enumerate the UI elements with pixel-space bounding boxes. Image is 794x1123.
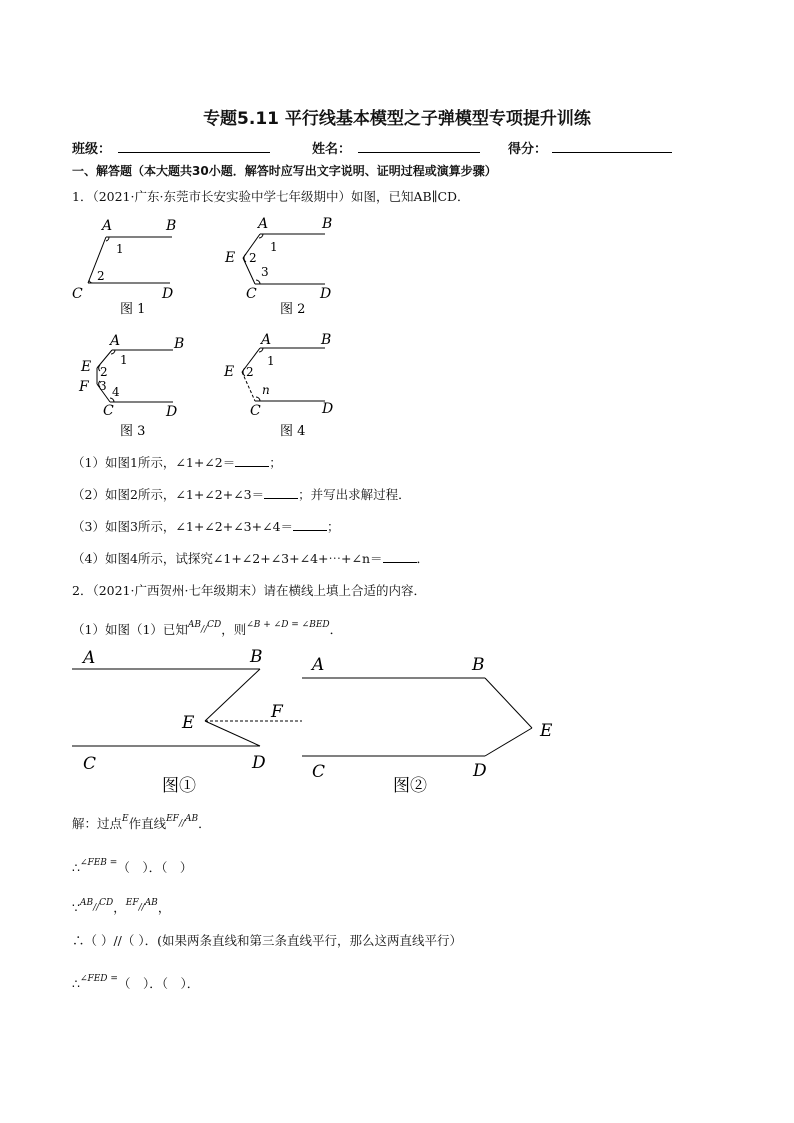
fig3-label-f: F bbox=[79, 379, 89, 395]
fig1-angle-1: 1 bbox=[116, 242, 124, 256]
q2-figures bbox=[60, 640, 580, 800]
fig2-angle-2: 2 bbox=[249, 251, 257, 265]
fig4-label-a: A bbox=[261, 332, 272, 348]
q2-line1: ∴$^{\angle FEB =}$（ ）．（ ） bbox=[72, 858, 193, 875]
fig1-label-b: B bbox=[166, 218, 177, 234]
figA-label-a: A bbox=[83, 648, 96, 668]
figA-label-b: B bbox=[250, 647, 263, 667]
fig2-label-b: B bbox=[322, 216, 333, 232]
fig1-label-a: A bbox=[102, 218, 113, 234]
answer-blank[interactable] bbox=[235, 454, 269, 467]
figA-label-d: D bbox=[252, 753, 266, 773]
name-label: 姓名： bbox=[312, 142, 352, 157]
fig2-angle-1: 1 bbox=[270, 240, 278, 254]
name-blank bbox=[358, 152, 480, 153]
fig1-angle-2: 2 bbox=[97, 269, 105, 283]
fig3-label-e: E bbox=[81, 359, 92, 375]
figB-label-e: E bbox=[540, 721, 553, 741]
fig2-label-e: E bbox=[225, 250, 236, 266]
q1-stem: 1．（2021·广东·东莞市长安实验中学七年级期中）如图，已知AB∥CD． bbox=[72, 189, 470, 204]
fig4-angle-2: 2 bbox=[246, 365, 254, 379]
score-label: 得分： bbox=[508, 142, 548, 157]
fig3-caption: 图 3 bbox=[120, 424, 146, 439]
q2-solution-intro: 解：过点$^E$作直线$^{EF}$//$^{AB}$． bbox=[72, 814, 211, 831]
fig2-label-a: A bbox=[258, 216, 269, 232]
fig4-angle-1: 1 bbox=[267, 354, 275, 368]
fig1-label-c: C bbox=[72, 286, 83, 302]
fig1-label-d: D bbox=[162, 286, 174, 302]
fig1-caption: 图 1 bbox=[120, 302, 146, 317]
figB-label-d: D bbox=[473, 761, 487, 781]
figA-label-e: E bbox=[182, 713, 195, 733]
figA-label-c: C bbox=[83, 754, 97, 774]
class-label: 班级： bbox=[72, 142, 112, 157]
figB-label-a: A bbox=[312, 655, 325, 675]
fig2-caption: 图 2 bbox=[280, 302, 306, 317]
section-heading: 一、解答题（本大题共30小题．解答时应写出文字说明、证明过程或演算步骤） bbox=[72, 164, 497, 178]
fig3-label-c: C bbox=[103, 403, 114, 419]
figB-label-b: B bbox=[472, 655, 485, 675]
q1-part4: （4）如图4所示，试探究∠1+∠2+∠3+∠4+⋯+∠n＝ ． bbox=[72, 551, 430, 566]
fig3-angle-3: 3 bbox=[99, 379, 107, 393]
q2-line4: ∴$^{\angle FED =}$（ ）．（ ）． bbox=[72, 974, 200, 991]
fig2-label-d: D bbox=[320, 286, 332, 302]
q1-part1: （1）如图1所示，∠1+∠2＝ ； bbox=[72, 455, 282, 470]
fig3-label-a: A bbox=[110, 333, 121, 349]
figA-caption: 图① bbox=[162, 776, 196, 796]
figB-caption: 图② bbox=[393, 776, 427, 796]
q2-line2: ∵$^{AB}$//$^{CD}$，$^{EF}$//$^{AB}$， bbox=[72, 898, 171, 915]
fig4-angle-n: n bbox=[262, 383, 270, 397]
fig3-angle-1: 1 bbox=[120, 353, 128, 367]
fig3-label-b: B bbox=[174, 336, 185, 352]
fig3-angle-2: 2 bbox=[100, 365, 108, 379]
fig2-label-c: C bbox=[246, 286, 257, 302]
fig2-angle-3: 3 bbox=[261, 265, 269, 279]
figB-label-c: C bbox=[312, 762, 326, 782]
q2-stem: 2．（2021·广西贺州·七年级期末）请在横线上填上合适的内容． bbox=[72, 583, 426, 598]
answer-blank[interactable] bbox=[293, 518, 327, 531]
fig4-label-b: B bbox=[321, 332, 332, 348]
q1-part2: （2）如图2所示，∠1+∠2+∠3＝ ；并写出求解过程． bbox=[72, 487, 411, 502]
fig4-label-e: E bbox=[224, 364, 235, 380]
score-blank bbox=[552, 152, 672, 153]
figA-label-f: F bbox=[271, 702, 283, 722]
fig3-label-d: D bbox=[166, 404, 178, 420]
fig4-label-c: C bbox=[250, 403, 261, 419]
q2-part1: （1）如图（1）已知$^{AB}$//$^{CD}$，则$^{\angle B + \angle D = \angle BED}$． bbox=[72, 620, 343, 637]
fig3-angle-4: 4 bbox=[112, 385, 120, 399]
q1-figures bbox=[60, 210, 360, 445]
q2-line3: ∴（ ）//（ ）．(如果两条直线和第三条直线平行，那么这两直线平行） bbox=[72, 933, 462, 948]
fig4-caption: 图 4 bbox=[280, 424, 306, 439]
class-blank bbox=[118, 152, 270, 153]
page-title: 专题5.11 平行线基本模型之子弹模型专项提升训练 bbox=[203, 109, 591, 129]
fig4-label-d: D bbox=[322, 401, 334, 417]
q1-part3: （3）如图3所示，∠1+∠2+∠3+∠4＝ ； bbox=[72, 519, 340, 534]
answer-blank[interactable] bbox=[264, 486, 298, 499]
answer-blank[interactable] bbox=[383, 550, 417, 563]
